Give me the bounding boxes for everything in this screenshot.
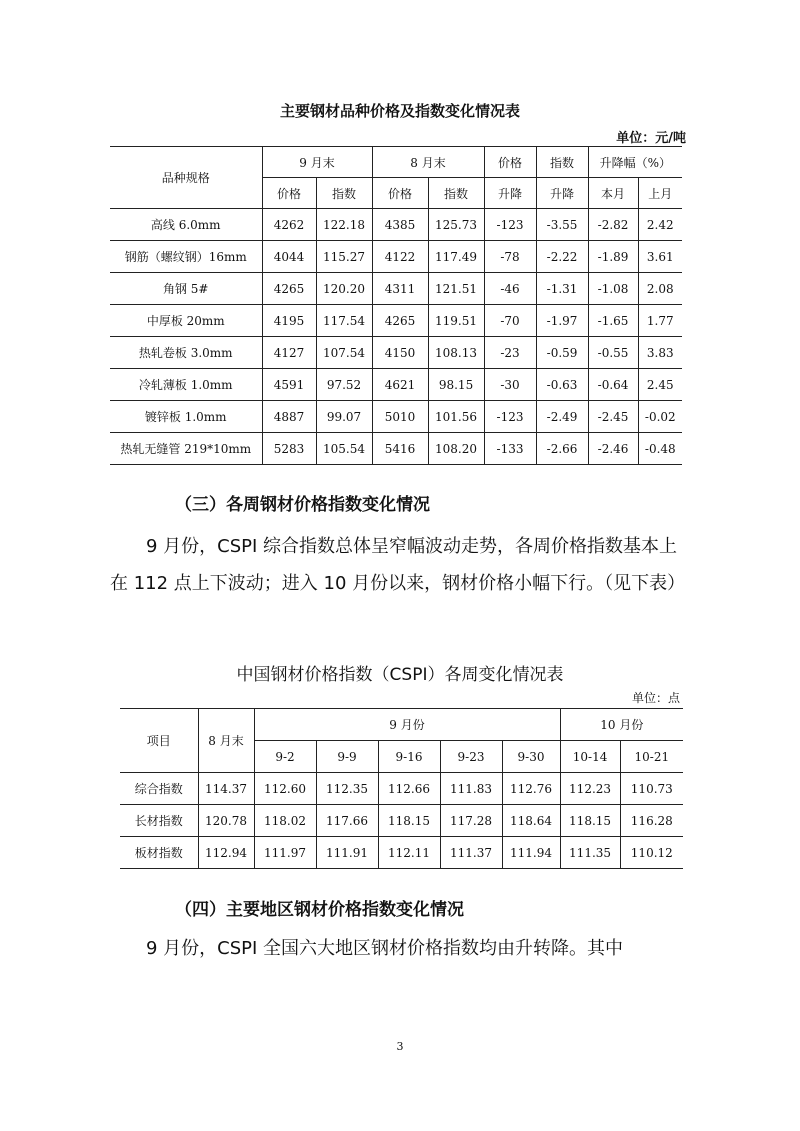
value-cell: 108.13 <box>428 337 484 369</box>
value-cell: 4265 <box>262 273 316 305</box>
table2-unit: 单位：点 <box>631 691 680 705</box>
table-row <box>110 337 682 369</box>
value-cell: 4262 <box>262 209 316 241</box>
table-row <box>110 369 682 401</box>
header-price-change-top: 价格 <box>484 147 536 178</box>
variety-cell: 高线 6.0mm <box>110 209 262 241</box>
steel-price-table <box>110 146 682 465</box>
value-cell: 4044 <box>262 241 316 273</box>
value-cell: 5416 <box>372 433 428 465</box>
value-cell: 125.73 <box>428 209 484 241</box>
value-cell: 120.20 <box>316 273 372 305</box>
value-cell: 111.37 <box>440 837 502 869</box>
variety-cell: 热轧无缝管 219*10mm <box>110 433 262 465</box>
section4-heading: （四）主要地区钢材价格指数变化情况 <box>175 900 464 920</box>
header-last-month: 上月 <box>638 178 682 209</box>
value-cell: -1.97 <box>536 305 588 337</box>
value-cell: 122.18 <box>316 209 372 241</box>
value-cell: 99.07 <box>316 401 372 433</box>
value-cell: -2.45 <box>588 401 638 433</box>
value-cell: 5010 <box>372 401 428 433</box>
value-cell: 110.12 <box>620 837 683 869</box>
header-sep-index: 指数 <box>316 178 372 209</box>
value-cell: 111.83 <box>440 773 502 805</box>
value-cell: 4887 <box>262 401 316 433</box>
value-cell: 112.11 <box>378 837 440 869</box>
value-cell: 2.45 <box>638 369 682 401</box>
table-row <box>110 433 682 465</box>
value-cell: -46 <box>484 273 536 305</box>
cspi-weekly-table <box>120 708 683 869</box>
value-cell: 101.56 <box>428 401 484 433</box>
header-price-change-bottom: 升降 <box>484 178 536 209</box>
value-cell: 3.61 <box>638 241 682 273</box>
value-cell: 111.97 <box>254 837 316 869</box>
value-cell: -23 <box>484 337 536 369</box>
header-variety: 品种规格 <box>110 147 262 209</box>
header-aug-price: 价格 <box>372 178 428 209</box>
table-row <box>110 273 682 305</box>
value-cell: 117.54 <box>316 305 372 337</box>
header-pct-change: 升降幅（%） <box>588 147 682 178</box>
table2-title: 中国钢材价格指数（CSPI）各周变化情况表 <box>236 665 564 685</box>
section3-heading: （三）各周钢材价格指数变化情况 <box>175 495 430 515</box>
table1-unit: 单位：元/吨 <box>616 131 686 146</box>
value-cell: 2.08 <box>638 273 682 305</box>
value-cell: -133 <box>484 433 536 465</box>
value-cell: -0.55 <box>588 337 638 369</box>
variety-cell: 镀锌板 1.0mm <box>110 401 262 433</box>
value-cell: 111.35 <box>560 837 620 869</box>
value-cell: 4265 <box>372 305 428 337</box>
section4-paragraph: 9 月份，CSPI 全国六大地区钢材价格指数均由升转降。其中 <box>146 938 624 959</box>
table-row <box>120 837 683 869</box>
value-cell: -2.82 <box>588 209 638 241</box>
value-cell: 110.73 <box>620 773 683 805</box>
value-cell: 112.35 <box>316 773 378 805</box>
value-cell: 3.83 <box>638 337 682 369</box>
value-cell: 1.77 <box>638 305 682 337</box>
value-cell: -2.46 <box>588 433 638 465</box>
value-cell: -2.49 <box>536 401 588 433</box>
header-index-change-bottom: 升降 <box>536 178 588 209</box>
value-cell: 115.27 <box>316 241 372 273</box>
variety-cell: 角钢 5# <box>110 273 262 305</box>
header-week: 10-14 <box>560 741 620 773</box>
table-row <box>120 773 683 805</box>
table-row <box>110 241 682 273</box>
table-row <box>120 805 683 837</box>
value-cell: 117.66 <box>316 805 378 837</box>
value-cell: -1.08 <box>588 273 638 305</box>
variety-cell: 热轧卷板 3.0mm <box>110 337 262 369</box>
value-cell: 4150 <box>372 337 428 369</box>
value-cell: 4621 <box>372 369 428 401</box>
table-row <box>110 305 682 337</box>
header-week: 9-9 <box>316 741 378 773</box>
value-cell: -3.55 <box>536 209 588 241</box>
value-cell: 4591 <box>262 369 316 401</box>
header-index-change-top: 指数 <box>536 147 588 178</box>
value-cell: -0.48 <box>638 433 682 465</box>
value-cell: 108.20 <box>428 433 484 465</box>
header-aug-end: 8 月末 <box>198 709 254 773</box>
value-cell: 105.54 <box>316 433 372 465</box>
value-cell: -1.89 <box>588 241 638 273</box>
value-cell: 98.15 <box>428 369 484 401</box>
value-cell: 4311 <box>372 273 428 305</box>
value-cell: 119.51 <box>428 305 484 337</box>
variety-cell: 钢筋（螺纹钢）16mm <box>110 241 262 273</box>
value-cell: 4385 <box>372 209 428 241</box>
header-sep: 9 月份 <box>254 709 560 741</box>
header-oct: 10 月份 <box>560 709 683 741</box>
value-cell: 112.23 <box>560 773 620 805</box>
value-cell: 121.51 <box>428 273 484 305</box>
value-cell: -1.31 <box>536 273 588 305</box>
value-cell: -2.22 <box>536 241 588 273</box>
header-week: 9-16 <box>378 741 440 773</box>
value-cell: 2.42 <box>638 209 682 241</box>
header-this-month: 本月 <box>588 178 638 209</box>
value-cell: 4122 <box>372 241 428 273</box>
value-cell: 5283 <box>262 433 316 465</box>
value-cell: -70 <box>484 305 536 337</box>
value-cell: -0.64 <box>588 369 638 401</box>
value-cell: 112.60 <box>254 773 316 805</box>
value-cell: -0.02 <box>638 401 682 433</box>
header-week: 10-21 <box>620 741 683 773</box>
header-aug-index: 指数 <box>428 178 484 209</box>
value-cell: 118.15 <box>378 805 440 837</box>
index-name-cell: 板材指数 <box>120 837 198 869</box>
value-cell: 117.28 <box>440 805 502 837</box>
section3-paragraph: 9 月份，CSPI 综合指数总体呈窄幅波动走势，各周价格指数基本上在 112 点上下波动；进入 10 月份以来，钢材价格小幅下行。（见下表） <box>110 536 686 594</box>
value-cell: -123 <box>484 401 536 433</box>
value-cell: 107.54 <box>316 337 372 369</box>
variety-cell: 中厚板 20mm <box>110 305 262 337</box>
value-cell: 112.66 <box>378 773 440 805</box>
value-cell: -0.63 <box>536 369 588 401</box>
value-cell: 118.02 <box>254 805 316 837</box>
value-cell: 97.52 <box>316 369 372 401</box>
value-cell: 118.15 <box>560 805 620 837</box>
value-cell: -2.66 <box>536 433 588 465</box>
header-aug-end: 8 月末 <box>372 147 484 178</box>
header-sep-end: 9 月末 <box>262 147 372 178</box>
value-cell: 114.37 <box>198 773 254 805</box>
table1-title: 主要钢材品种价格及指数变化情况表 <box>279 102 520 120</box>
value-cell: 4127 <box>262 337 316 369</box>
variety-cell: 冷轧薄板 1.0mm <box>110 369 262 401</box>
value-cell: 116.28 <box>620 805 683 837</box>
value-cell: 120.78 <box>198 805 254 837</box>
header-sep-price: 价格 <box>262 178 316 209</box>
value-cell: 112.76 <box>502 773 560 805</box>
value-cell: 111.94 <box>502 837 560 869</box>
value-cell: 118.64 <box>502 805 560 837</box>
header-item: 项目 <box>120 709 198 773</box>
value-cell: 112.94 <box>198 837 254 869</box>
header-week: 9-23 <box>440 741 502 773</box>
value-cell: -0.59 <box>536 337 588 369</box>
value-cell: 111.91 <box>316 837 378 869</box>
value-cell: -30 <box>484 369 536 401</box>
table-row <box>110 401 682 433</box>
page-number: 3 <box>396 1040 404 1053</box>
value-cell: -1.65 <box>588 305 638 337</box>
table-row <box>110 209 682 241</box>
index-name-cell: 长材指数 <box>120 805 198 837</box>
header-week: 9-2 <box>254 741 316 773</box>
value-cell: -78 <box>484 241 536 273</box>
value-cell: 4195 <box>262 305 316 337</box>
header-week: 9-30 <box>502 741 560 773</box>
value-cell: -123 <box>484 209 536 241</box>
value-cell: 117.49 <box>428 241 484 273</box>
index-name-cell: 综合指数 <box>120 773 198 805</box>
